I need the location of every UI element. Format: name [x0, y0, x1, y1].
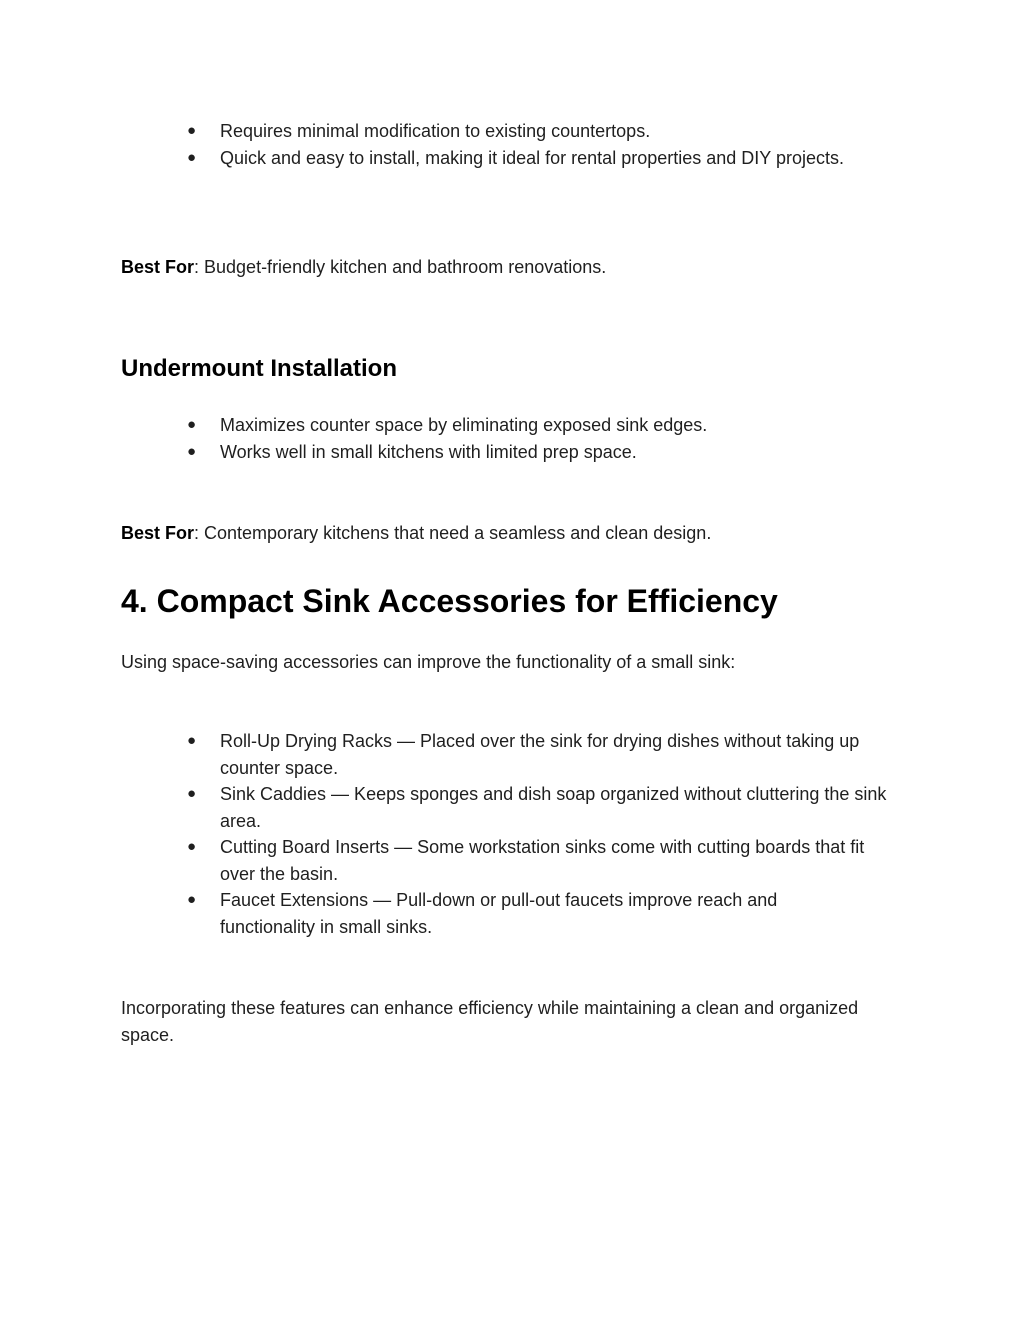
best-for-text: : Contemporary kitchens that need a seamless and clean design.: [194, 523, 712, 543]
bullet-icon: ●: [187, 891, 197, 908]
accessories-bullet-list: [187, 728, 897, 940]
list-item-text: Requires minimal modification to existing countertops.: [220, 121, 651, 141]
best-for-budget: [121, 254, 606, 281]
list-item: [187, 781, 900, 834]
list-item: [187, 728, 860, 781]
list-item: [187, 887, 860, 940]
list-item-text: Sink Caddies — Keeps sponges and dish soap organized without cluttering the sink area.: [220, 784, 887, 831]
list-item-text: Quick and easy to install, making it ideal for rental properties and DIY projects.: [220, 147, 844, 168]
bullet-icon: ●: [187, 122, 197, 139]
bullet-icon: ●: [187, 785, 197, 802]
best-for-label: Best For: [121, 523, 195, 543]
list-item: [187, 834, 900, 887]
undermount-heading: Undermount Installation: [121, 355, 397, 382]
best-for-contemporary: [121, 520, 711, 547]
list-item: [187, 439, 897, 466]
top-bullet-list: [187, 118, 897, 171]
list-item: [187, 412, 897, 439]
bullet-icon: ●: [187, 838, 197, 855]
list-item: [187, 118, 897, 145]
section-4-intro: Using space-saving accessories can improve the functionality of a small sink:: [121, 652, 736, 672]
list-item-text: Cutting Board Inserts — Some workstation sinks come with cutting boards that fit over the basin.: [220, 837, 865, 884]
list-item-text: Faucet Extensions — Pull-down or pull-out faucets improve reach and functionality in small sinks.: [220, 890, 778, 937]
undermount-bullet-list: [187, 412, 897, 465]
bullet-icon: ●: [187, 732, 197, 749]
list-item-text: Works well in small kitchens with limited prep space.: [220, 441, 637, 462]
list-item: [187, 145, 860, 172]
bullet-icon: ●: [187, 416, 197, 433]
bullet-icon: ●: [187, 442, 197, 460]
list-item-text: Maximizes counter space by eliminating exposed sink edges.: [220, 415, 708, 435]
list-item-text: Roll-Up Drying Racks — Placed over the sink for drying dishes without taking up counter space.: [220, 731, 860, 778]
bullet-icon: ●: [187, 148, 197, 166]
best-for-text: : Budget-friendly kitchen and bathroom renovations.: [194, 257, 607, 277]
closing-paragraph: Incorporating these features can enhance efficiency while maintaining a clean and organized space.: [121, 998, 859, 1045]
best-for-label: Best For: [121, 257, 195, 277]
section-4-heading: 4. Compact Sink Accessories for Efficiency: [121, 583, 778, 619]
